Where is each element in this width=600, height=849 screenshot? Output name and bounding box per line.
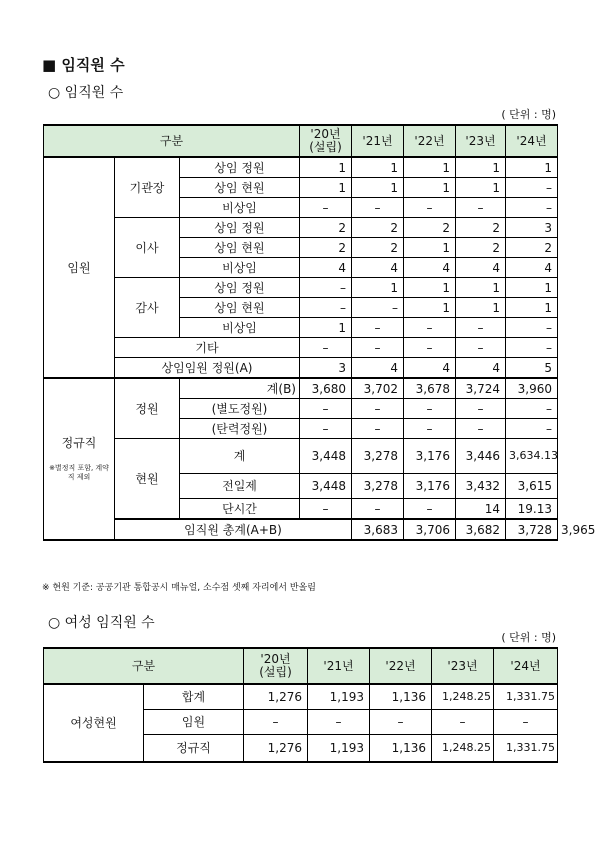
cell: 19.13 [506, 499, 558, 520]
cell: 1,136 [370, 684, 432, 710]
cell: 1 [404, 157, 456, 178]
header-2023: '23년 [432, 648, 494, 684]
cell: 1 [506, 278, 558, 298]
cell: 3,176 [404, 439, 456, 474]
header-category: 구분 [44, 648, 244, 684]
cell: 3,446 [456, 439, 506, 474]
subsection-title-women: ○ 여성 임직원 수 [48, 615, 155, 631]
cell: 1,331.75 [494, 684, 558, 710]
officers-label: 임원 [44, 157, 115, 378]
grand-total-label: 임직원 총계(A+B) [115, 519, 352, 540]
header-category: 구분 [44, 125, 300, 157]
table-row: 임직원 총계(A+B) 3,683 3,706 3,682 3,728 3,965 [44, 519, 558, 540]
cell: 2 [456, 218, 506, 238]
cell: 1,276 [244, 684, 308, 710]
cell: – [404, 399, 456, 419]
unit-label: ( 단위 : 명) [501, 108, 556, 121]
cell: 1 [506, 298, 558, 318]
row-label: (탄력정원) [180, 419, 300, 439]
cell: 3,702 [352, 378, 404, 399]
cell: 3,448 [300, 439, 352, 474]
regular-label-cell [44, 378, 115, 540]
cell: 1 [352, 157, 404, 178]
cell: 1 [352, 178, 404, 198]
cell: 1 [506, 157, 558, 178]
auditor-label: 감사 [115, 278, 180, 338]
header-2024: '24년 [494, 648, 558, 684]
cell: – [300, 419, 352, 439]
cell: – [506, 318, 558, 338]
director-label: 이사 [115, 218, 180, 278]
chair-label: 기관장 [115, 157, 180, 218]
cell: – [300, 198, 352, 218]
cell: 5 [506, 358, 558, 379]
cell: 1 [404, 298, 456, 318]
cell: – [432, 710, 494, 735]
subsection-title-employees: ○ 임직원 수 [48, 85, 124, 101]
cell: – [300, 278, 352, 298]
table-row [44, 218, 558, 238]
cell: 3,432 [456, 474, 506, 499]
cell: – [244, 710, 308, 735]
cell: 1,193 [308, 735, 370, 763]
section-title: ■ 임직원 수 [42, 56, 125, 74]
cell: – [404, 419, 456, 439]
cell: 3,683 [352, 519, 404, 540]
employee-count-table [43, 124, 596, 541]
cell: – [308, 710, 370, 735]
cell: 4 [352, 358, 404, 379]
cell: 1,248.25 [432, 735, 494, 763]
cell: 1 [300, 178, 352, 198]
cell: 2 [352, 238, 404, 258]
header-2023: '23년 [456, 125, 506, 157]
footnote: ※ 현원 기준: 공공기관 통합공시 매뉴얼, 소수점 셋째 자리에서 반올림 [42, 583, 316, 593]
regular-label: 정규직 [61, 436, 97, 450]
cell: – [352, 338, 404, 358]
cell: 4 [352, 258, 404, 278]
header-2020: '20년 (설립) [244, 648, 308, 684]
cell: 4 [506, 258, 558, 278]
cell: – [352, 499, 404, 520]
row-label: 상임 정원 [180, 218, 300, 238]
cell: 1,193 [308, 684, 370, 710]
table-row [44, 439, 558, 474]
cell: 1 [300, 318, 352, 338]
cell: 3,634.13 [506, 439, 558, 474]
cell: 2 [300, 238, 352, 258]
women-employee-table [43, 647, 558, 763]
header-2021: '21년 [352, 125, 404, 157]
row-label: 상임 정원 [180, 157, 300, 178]
cell: – [404, 499, 456, 520]
cell: – [352, 198, 404, 218]
cell: – [300, 338, 352, 358]
cell: 1,248.25 [432, 684, 494, 710]
row-label: (별도정원) [180, 399, 300, 419]
cell: 1 [456, 298, 506, 318]
row-label: 합계 [144, 684, 244, 710]
cell: 4 [456, 358, 506, 379]
cell: 14 [456, 499, 506, 520]
row-label: 전일제 [180, 474, 300, 499]
cell: 4 [404, 358, 456, 379]
cell: 1 [456, 178, 506, 198]
row-label: 상임 현원 [180, 298, 300, 318]
cell: 1 [456, 278, 506, 298]
cell: 4 [456, 258, 506, 278]
cell: 3,448 [300, 474, 352, 499]
header-2022: '22년 [370, 648, 432, 684]
cell: – [352, 399, 404, 419]
row-label: 비상임 [180, 318, 300, 338]
cell: – [300, 499, 352, 520]
table-row [44, 338, 558, 358]
cell: – [456, 318, 506, 338]
cell: 1 [300, 157, 352, 178]
row-label: 단시간 [180, 499, 300, 520]
cell: 3,680 [300, 378, 352, 399]
table-row [44, 358, 558, 379]
cell: – [506, 338, 558, 358]
row-label: 임원 [144, 710, 244, 735]
cell: 2 [456, 238, 506, 258]
cell: – [456, 198, 506, 218]
cell: 2 [506, 238, 558, 258]
cell: 3,678 [404, 378, 456, 399]
table-row [44, 378, 558, 399]
cell: 4 [300, 258, 352, 278]
cell: – [352, 318, 404, 338]
cell: – [370, 710, 432, 735]
header-2024: '24년 [506, 125, 558, 157]
cell: 2 [300, 218, 352, 238]
row-label: 상임 현원 [180, 238, 300, 258]
cell: 3,960 [506, 378, 558, 399]
header-row [44, 648, 558, 684]
cell: 1 [404, 278, 456, 298]
cell: 3,728 [506, 519, 558, 540]
header-row [44, 125, 558, 157]
cell: 1 [404, 178, 456, 198]
cell: – [506, 178, 558, 198]
other-label: 기타 [115, 338, 300, 358]
row-label: 계(B) [180, 378, 300, 399]
header-2021: '21년 [308, 648, 370, 684]
row-label: 상임 현원 [180, 178, 300, 198]
row-label: 비상임 [180, 198, 300, 218]
cell: 3,706 [404, 519, 456, 540]
table-row [44, 157, 558, 178]
cell: – [456, 399, 506, 419]
row-label: 상임 정원 [180, 278, 300, 298]
row-label: 정규직 [144, 735, 244, 763]
current-label: 현원 [115, 439, 180, 520]
row-label: 계 [180, 439, 300, 474]
cell: – [404, 338, 456, 358]
cell: 4 [404, 258, 456, 278]
cell: 1,331.75 [494, 735, 558, 763]
women-label: 여성현원 [44, 684, 144, 762]
table-row [44, 684, 558, 710]
cell: – [352, 298, 404, 318]
cell: 1,276 [244, 735, 308, 763]
cell: – [404, 198, 456, 218]
cell: – [506, 399, 558, 419]
cell: 3,724 [456, 378, 506, 399]
cell: – [404, 318, 456, 338]
cell: 3,176 [404, 474, 456, 499]
cell: 3,278 [352, 474, 404, 499]
quota-label: 정원 [115, 378, 180, 439]
cell: 3,682 [456, 519, 506, 540]
cell: 1,136 [370, 735, 432, 763]
cell: – [456, 419, 506, 439]
header-2020: '20년 (설립) [300, 125, 352, 157]
cell: 3 [506, 218, 558, 238]
sangim-total-label: 상임임원 정원(A) [115, 358, 300, 379]
cell: – [506, 198, 558, 218]
unit-label-2: ( 단위 : 명) [501, 631, 556, 644]
row-label: 비상임 [180, 258, 300, 278]
cell: – [506, 419, 558, 439]
cell: – [456, 338, 506, 358]
cell: 2 [352, 218, 404, 238]
cell: 2 [404, 218, 456, 238]
cell: 1 [456, 157, 506, 178]
cell: 3,278 [352, 439, 404, 474]
cell: – [300, 399, 352, 419]
regular-note: ※별정직 포함, 계약직 제외 [49, 464, 109, 481]
cell: – [300, 298, 352, 318]
cell: 3,615 [506, 474, 558, 499]
cell: – [494, 710, 558, 735]
cell: – [352, 419, 404, 439]
cell: 3 [300, 358, 352, 379]
table-row [44, 278, 558, 298]
cell: 1 [404, 238, 456, 258]
cell: 1 [352, 278, 404, 298]
header-2022: '22년 [404, 125, 456, 157]
